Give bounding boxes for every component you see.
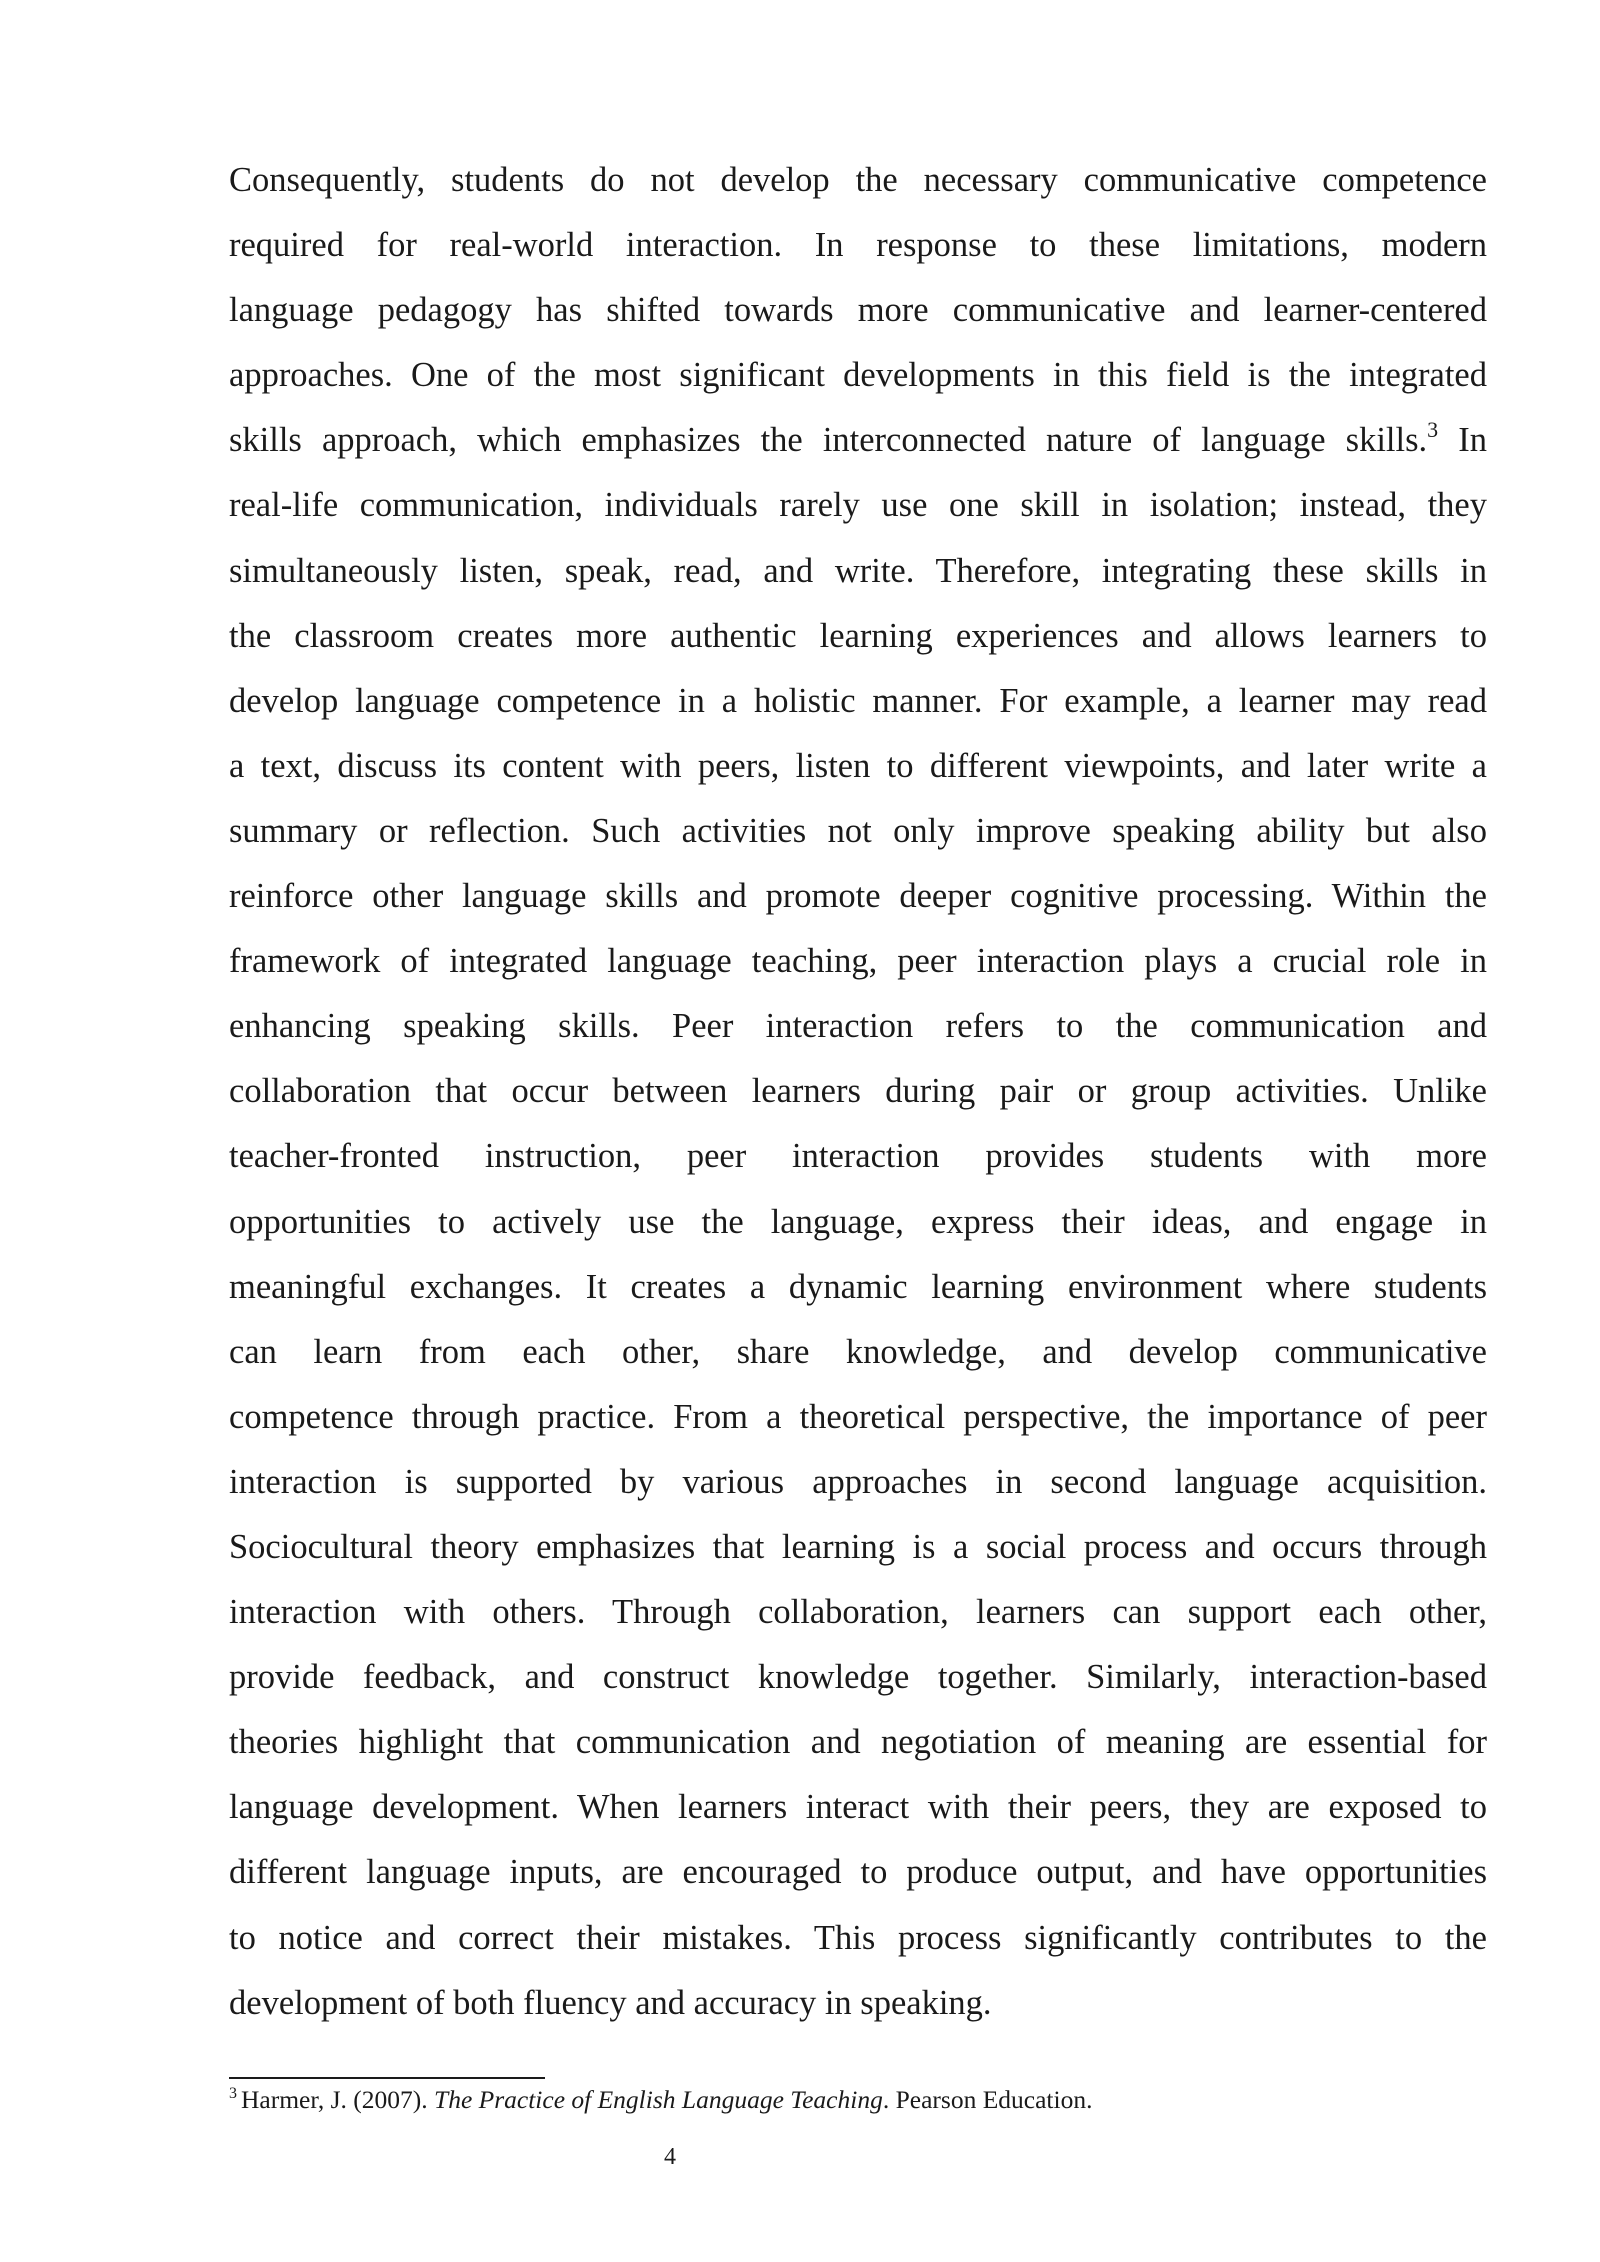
paragraph-line-text: In (1458, 421, 1487, 460)
footnote (229, 2082, 1487, 2118)
paragraph-line: a text, discuss its content with peers, listen to different viewpoints, and later write a (229, 746, 1487, 785)
body-paragraph (229, 148, 1487, 2036)
paragraph-line: required for real-world interaction. In response to these limitations, modern (229, 226, 1487, 265)
page-number: 4 (664, 2144, 676, 2170)
paragraph-line: language pedagogy has shifted towards more communicative and learner-centered (229, 291, 1487, 330)
paragraph-line: interaction is supported by various approaches in second language acquisition. (229, 1462, 1487, 1501)
paragraph-line: opportunities to actively use the language, express their ideas, and engage in (229, 1202, 1487, 1241)
paragraph-line: provide feedback, and construct knowledge together. Similarly, interaction-based (229, 1658, 1487, 1697)
paragraph-line: approaches. One of the most significant developments in this field is the integrated (229, 356, 1487, 395)
footnote-separator (229, 2077, 545, 2079)
paragraph-line-text: skills approach, which emphasizes the interconnected nature of language skills. (229, 421, 1428, 460)
paragraph-line: can learn from each other, share knowledge, and develop communicative (229, 1332, 1487, 1371)
paragraph-line: theories highlight that communication and negotiation of meaning are essential for (229, 1723, 1487, 1762)
paragraph-line: the classroom creates more authentic learning experiences and allows learners to (229, 616, 1487, 655)
footnote-number: 3 (229, 2085, 237, 2102)
paragraph-line: competence through practice. From a theoretical perspective, the importance of peer (229, 1397, 1487, 1436)
paragraph-line-with-footnote-ref (229, 408, 1487, 473)
footnote-author: Harmer, J. (2007). (241, 2085, 435, 2114)
paragraph-line: teacher-fronted instruction, peer interaction provides students with more (229, 1137, 1487, 1176)
paragraph-line: develop language competence in a holistic manner. For example, a learner may read (229, 681, 1487, 720)
paragraph-line: Consequently, students do not develop the necessary communicative competence (229, 161, 1487, 199)
paragraph-line: simultaneously listen, speak, read, and write. Therefore, integrating these skills in (229, 551, 1487, 590)
footnote-reference[interactable]: 3 (1427, 417, 1439, 443)
paragraph-line: Sociocultural theory emphasizes that learning is a social process and occurs through (229, 1527, 1487, 1566)
paragraph-line: summary or reflection. Such activities not only improve speaking ability but also (229, 811, 1487, 850)
paragraph-line: meaningful exchanges. It creates a dynamic learning environment where students (229, 1267, 1487, 1306)
paragraph-line: language development. When learners interact with their peers, they are exposed to (229, 1788, 1487, 1827)
footnote-publisher: . Pearson Education. (882, 2085, 1093, 2114)
paragraph-line: framework of integrated language teaching, peer interaction plays a crucial role in (229, 942, 1487, 981)
paragraph-line: collaboration that occur between learners during pair or group activities. Unlike (229, 1072, 1487, 1111)
paragraph-line: development of both fluency and accuracy in speaking. (229, 1983, 992, 2022)
paragraph-line: different language inputs, are encouraged to produce output, and have opportunities (229, 1853, 1487, 1892)
footnote-title: The Practice of English Language Teaching (434, 2085, 883, 2114)
paragraph-line: to notice and correct their mistakes. This process significantly contributes to the (229, 1918, 1487, 1957)
paragraph-line: real-life communication, individuals rarely use one skill in isolation; instead, they (229, 486, 1487, 525)
paragraph-line: reinforce other language skills and promote deeper cognitive processing. Within the (229, 877, 1487, 916)
paragraph-line: interaction with others. Through collaboration, learners can support each other, (229, 1593, 1487, 1632)
paragraph-line: enhancing speaking skills. Peer interaction refers to the communication and (229, 1007, 1487, 1046)
